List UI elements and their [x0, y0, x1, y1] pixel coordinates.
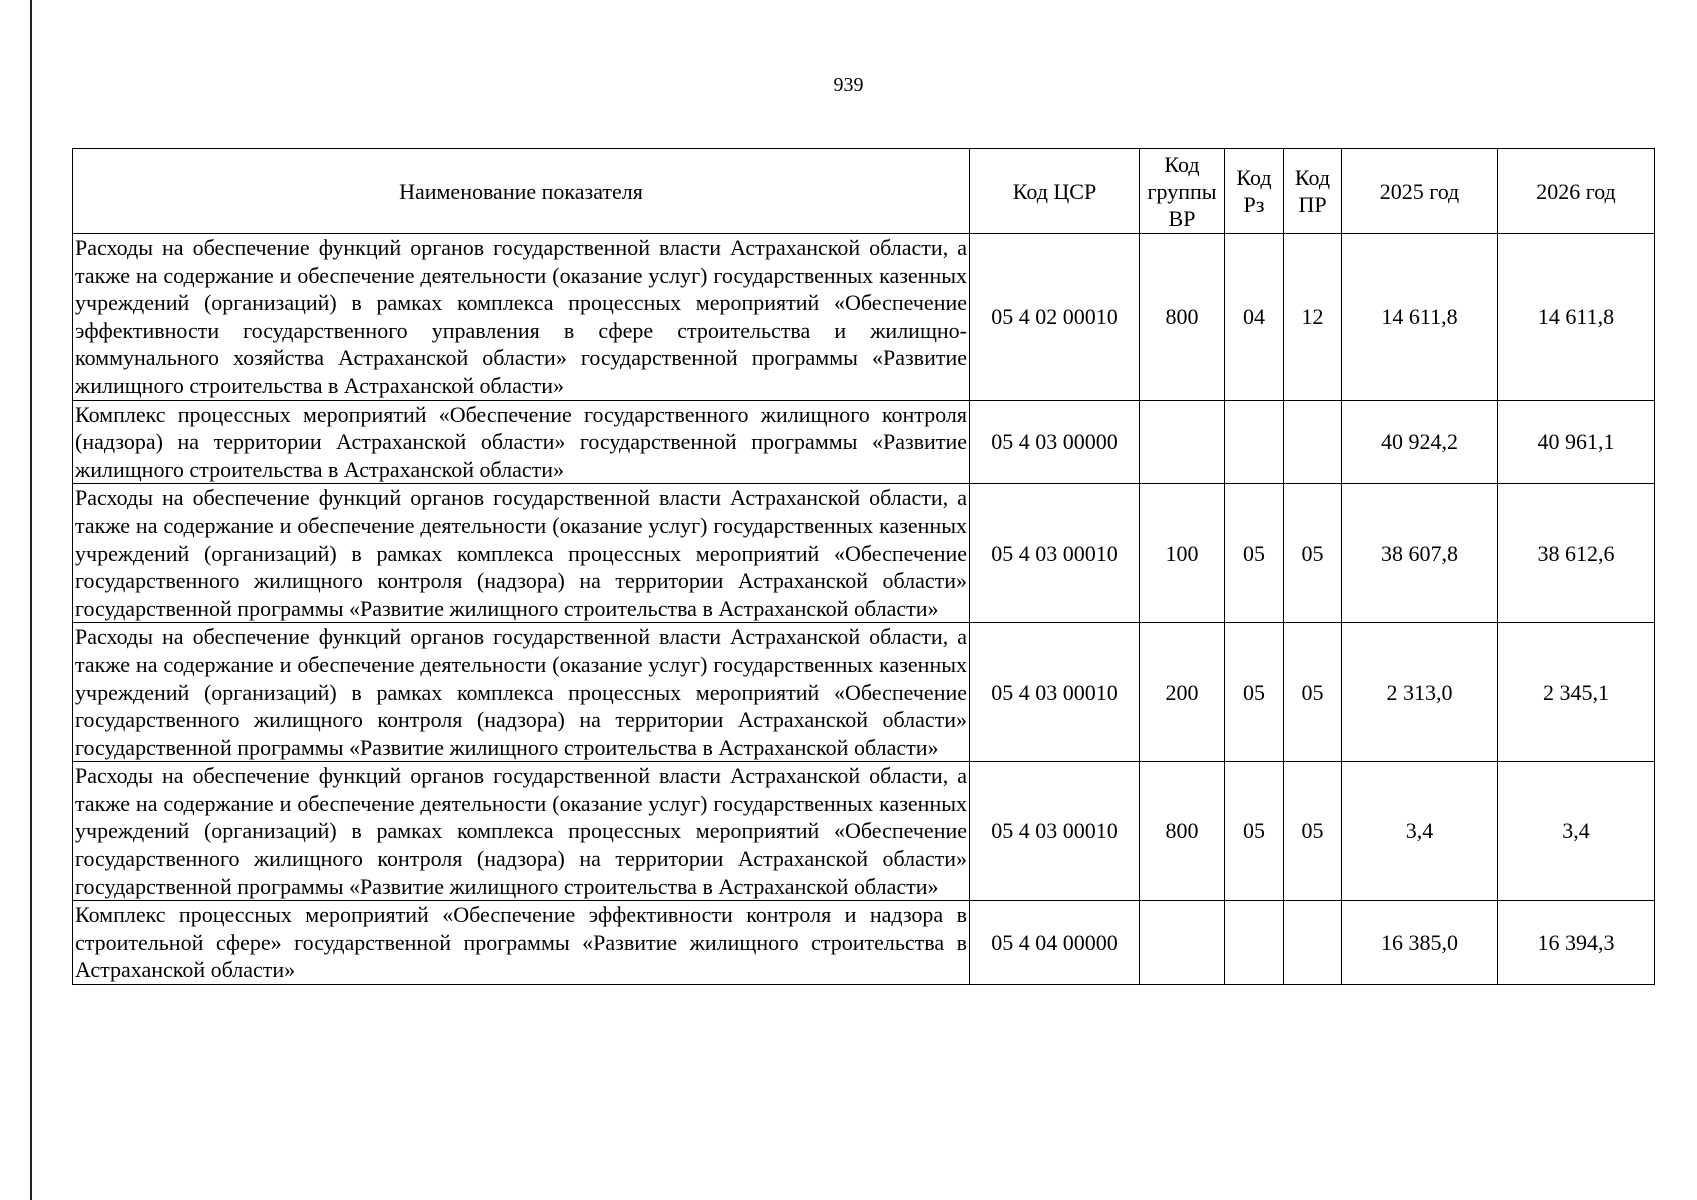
- header-rz-line: Код: [1236, 165, 1272, 190]
- table-row: [73, 234, 1655, 401]
- row-name: Комплекс процессных мероприятий «Обеспечение эффективности контроля и надзора в строительной сфере» государственной программы «Развитие жилищного строительства в Астраханской области»: [73, 901, 970, 985]
- row-amount-2025: 40 924,2: [1342, 400, 1498, 484]
- row-vr-code: 100: [1140, 484, 1225, 623]
- row-pr-code: 12: [1284, 234, 1342, 401]
- row-vr-code: 200: [1140, 623, 1225, 762]
- row-rz-code: 04: [1225, 234, 1284, 401]
- row-csr-code: 05 4 03 00010: [970, 484, 1140, 623]
- row-name: Расходы на обеспечение функций органов государственной власти Астраханской области, а также на содержание и обеспечение деятельности (оказание услуг) государственных казенных учреждений (организаций) в рамках комплекса процессных мероприятий «Обеспечение эффективности государственного управления в сфере строительства и жилищно-коммунального хозяйства Астраханской области» государственной программы «Развитие жилищного строительства в Астраханской области»: [73, 234, 970, 401]
- table-row: [73, 484, 1655, 623]
- row-csr-code: 05 4 03 00010: [970, 762, 1140, 901]
- row-amount-2026: 14 611,8: [1498, 234, 1655, 401]
- header-pr-line: Код: [1294, 165, 1331, 190]
- table-body: [73, 234, 1655, 985]
- table-row: [73, 400, 1655, 484]
- table-header: [73, 149, 1655, 234]
- row-pr-code: 05: [1284, 762, 1342, 901]
- row-rz-code: [1225, 400, 1284, 484]
- row-vr-code: [1140, 901, 1225, 985]
- header-name: Наименование показателя: [73, 149, 970, 234]
- row-csr-code: 05 4 02 00010: [970, 234, 1140, 401]
- header-vr-line: группы: [1147, 178, 1217, 204]
- row-vr-code: 800: [1140, 234, 1225, 401]
- budget-table: [72, 148, 1655, 985]
- row-csr-code: 05 4 03 00000: [970, 400, 1140, 484]
- row-name: Расходы на обеспечение функций органов государственной власти Астраханской области, а также на содержание и обеспечение деятельности (оказание услуг) государственных казенных учреждений (организаций) в рамках комплекса процессных мероприятий «Обеспечение государственного жилищного контроля (надзора) на территории Астраханской области» государственной программы «Развитие жилищного строительства в Астраханской области»: [73, 762, 970, 901]
- table-row: [73, 762, 1655, 901]
- row-rz-code: 05: [1225, 623, 1284, 762]
- row-amount-2026: 16 394,3: [1498, 901, 1655, 985]
- header-row: [73, 149, 1655, 234]
- header-vr-line: ВР: [1168, 205, 1196, 231]
- row-amount-2025: 3,4: [1342, 762, 1498, 901]
- row-csr-code: 05 4 03 00010: [970, 623, 1140, 762]
- row-amount-2025: 16 385,0: [1342, 901, 1498, 985]
- row-pr-code: [1284, 901, 1342, 985]
- header-rz-code: [1225, 149, 1284, 234]
- row-amount-2026: 40 961,1: [1498, 400, 1655, 484]
- row-amount-2026: 38 612,6: [1498, 484, 1655, 623]
- header-pr-line: ПР: [1298, 192, 1327, 217]
- header-pr-code: [1284, 149, 1342, 234]
- header-vr-line: Код: [1164, 151, 1200, 177]
- row-pr-code: 05: [1284, 623, 1342, 762]
- row-name: Комплекс процессных мероприятий «Обеспечение государственного жилищного контроля (надзора) на территории Астраханской области» государственной программы «Развитие жилищного строительства в Астраханской области»: [73, 400, 970, 484]
- row-csr-code: 05 4 04 00000: [970, 901, 1140, 985]
- row-name: Расходы на обеспечение функций органов государственной власти Астраханской области, а также на содержание и обеспечение деятельности (оказание услуг) государственных казенных учреждений (организаций) в рамках комплекса процессных мероприятий «Обеспечение государственного жилищного контроля (надзора) на территории Астраханской области» государственной программы «Развитие жилищного строительства в Астраханской области»: [73, 484, 970, 623]
- row-vr-code: [1140, 400, 1225, 484]
- row-rz-code: 05: [1225, 484, 1284, 623]
- table-row: [73, 623, 1655, 762]
- row-amount-2025: 2 313,0: [1342, 623, 1498, 762]
- header-csr-code: Код ЦСР: [970, 149, 1140, 234]
- table-row: [73, 901, 1655, 985]
- header-vr-code: [1140, 149, 1225, 234]
- header-rz-line: Рз: [1243, 192, 1265, 217]
- header-year-2025: 2025 год: [1342, 149, 1498, 234]
- row-vr-code: 800: [1140, 762, 1225, 901]
- row-pr-code: 05: [1284, 484, 1342, 623]
- row-amount-2025: 38 607,8: [1342, 484, 1498, 623]
- header-year-2026: 2026 год: [1498, 149, 1655, 234]
- binding-margin-line: [30, 0, 32, 1200]
- row-rz-code: 05: [1225, 762, 1284, 901]
- row-amount-2026: 3,4: [1498, 762, 1655, 901]
- row-rz-code: [1225, 901, 1284, 985]
- row-amount-2025: 14 611,8: [1342, 234, 1498, 401]
- row-name: Расходы на обеспечение функций органов государственной власти Астраханской области, а также на содержание и обеспечение деятельности (оказание услуг) государственных казенных учреждений (организаций) в рамках комплекса процессных мероприятий «Обеспечение государственного жилищного контроля (надзора) на территории Астраханской области» государственной программы «Развитие жилищного строительства в Астраханской области»: [73, 623, 970, 762]
- row-pr-code: [1284, 400, 1342, 484]
- row-amount-2026: 2 345,1: [1498, 623, 1655, 762]
- page-number: 939: [833, 74, 864, 96]
